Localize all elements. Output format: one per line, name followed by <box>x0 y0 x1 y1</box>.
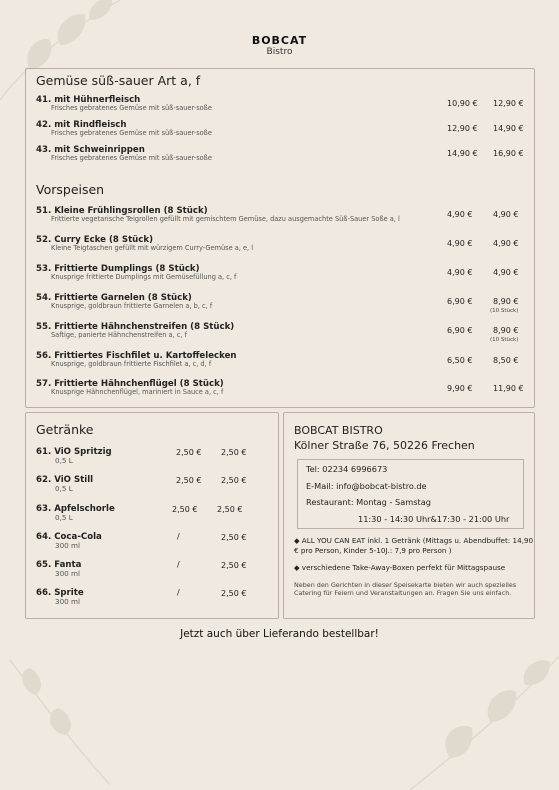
price-note: (10 Stück) <box>490 308 519 314</box>
item-description: Knusprige, goldbraun frittierte Fischfilet a, c, d, f <box>51 360 212 368</box>
drink-name: 66. Sprite <box>36 588 84 598</box>
price-small: / <box>177 588 180 597</box>
price-large: 2,50 € <box>217 505 243 514</box>
restaurant-info-title <box>294 423 475 453</box>
price-large: 11,90 € <box>493 384 524 393</box>
price-large: 2,50 € <box>221 476 247 485</box>
catering-info: Neben den Gerichten in dieser Speisekarte bieten wir auch spezielles Catering für Feiern und Veranstaltungen an. Fragen Sie uns einfach. <box>294 581 517 597</box>
price-large: 4,90 € <box>493 239 519 248</box>
item-description: Saftige, panierte Hähnchenstreifen a, c, f <box>51 331 187 339</box>
drink-name: 63. Apfelschorle <box>36 504 115 514</box>
section-title-vorspeisen: Vorspeisen <box>36 182 105 197</box>
item-name: 56. Frittiertes Fischfilet u. Kartoffelecken <box>36 351 237 361</box>
restaurant-name: BOBCAT BISTRO <box>294 424 383 437</box>
drinks-panel <box>25 412 279 619</box>
price-large: 2,50 € <box>221 561 247 570</box>
drink-size: 300 ml <box>55 541 81 550</box>
brand-logo: BOBCAT <box>251 34 308 47</box>
drink-name: 62. ViO Still <box>36 475 94 485</box>
price-small: 10,90 € <box>447 99 478 108</box>
price-small: 4,90 € <box>447 239 473 248</box>
price-large: 2,50 € <box>221 448 247 457</box>
price-small: 14,90 € <box>447 149 478 158</box>
item-name: 52. Curry Ecke (8 Stück) <box>36 235 154 245</box>
price-small: 4,90 € <box>447 210 473 219</box>
price-large: 14,90 € <box>493 124 524 133</box>
price-large: 8,90 € <box>493 297 519 306</box>
price-small: 9,90 € <box>447 384 473 393</box>
item-description: Knusprige Hähnchenflügel, mariniert in Sauce a, c, f <box>51 388 224 396</box>
price-small: 12,90 € <box>447 124 478 133</box>
drink-size: 300 ml <box>55 597 81 606</box>
item-description: Frisches gebratenes Gemüse mit süß-sauer-soße <box>51 129 212 137</box>
price-large: 8,50 € <box>493 356 519 365</box>
item-description: Frisches gebratenes Gemüse mit süß-sauer-soße <box>51 104 212 112</box>
drink-name: 61. ViO Spritzig <box>36 447 112 457</box>
takeaway-info: ◆ verschiedene Take-Away-Boxen perfekt für Mittagspause <box>294 563 506 572</box>
brand-subtitle: Bistro <box>266 47 293 57</box>
drink-name: 64. Coca-Cola <box>36 532 102 542</box>
item-description: Frisches gebratenes Gemüse mit süß-sauer-soße <box>51 154 212 162</box>
item-description: Kleine Teigtaschen gefüllt mit würzigem Curry-Gemüse a, e, l <box>51 244 254 252</box>
price-large: 12,90 € <box>493 99 524 108</box>
price-small: / <box>177 560 180 569</box>
item-description: Knusprige, goldbraun frittierte Garnelen a, b, c, f <box>51 302 213 310</box>
item-name: 51. Kleine Frühlingsrollen (8 Stück) <box>36 206 208 216</box>
opening-hours: 11:30 - 14:30 Uhr&17:30 - 21:00 Uhr <box>358 514 510 524</box>
price-large: 2,50 € <box>221 533 247 542</box>
price-small: 2,50 € <box>176 476 202 485</box>
price-small: 2,50 € <box>176 448 202 457</box>
price-small: 6,90 € <box>447 326 473 335</box>
opening-days: Restaurant: Montag - Samstag <box>306 497 431 507</box>
contact-box <box>297 459 524 529</box>
price-large: 8,90 € <box>493 326 519 335</box>
price-note: (10 Stück) <box>490 337 519 343</box>
price-small: 6,50 € <box>447 356 473 365</box>
item-name: 43. mit Schweinrippen <box>36 145 145 155</box>
price-large: 16,90 € <box>493 149 524 158</box>
item-name: 54. Frittierte Garnelen (8 Stück) <box>36 293 192 303</box>
lieferando-note: Jetzt auch über Lieferando bestellbar! <box>180 628 379 640</box>
drink-name: 65. Fanta <box>36 560 82 570</box>
info-panel <box>283 412 535 619</box>
drink-size: 0,5 L <box>55 456 73 465</box>
drink-size: 0,5 L <box>55 513 73 522</box>
item-description: Knusprige frittierte Dumplings mit Gemüsefüllung a, c, f <box>51 273 237 281</box>
price-small: 6,90 € <box>447 297 473 306</box>
leaf-decoration-bottom-right <box>400 640 559 790</box>
section-title-drinks: Getränke <box>36 422 94 437</box>
email: E-Mail: info@bobcat-bistro.de <box>306 481 427 491</box>
item-name: 55. Frittierte Hähnchenstreifen (8 Stück) <box>36 322 235 332</box>
restaurant-address: Kölner Straße 76, 50226 Frechen <box>294 439 475 452</box>
price-large: 4,90 € <box>493 210 519 219</box>
phone: Tel: 02234 6996673 <box>306 464 388 474</box>
section-title-suesssauer: Gemüse süß-sauer Art a, f <box>36 73 201 88</box>
page-header <box>0 34 559 57</box>
drink-size: 0,5 L <box>55 484 73 493</box>
leaf-decoration-bottom-left <box>0 650 120 790</box>
price-large: 4,90 € <box>493 268 519 277</box>
item-name: 41. mit Hühnerfleisch <box>36 95 141 105</box>
buffet-info: ◆ ALL YOU CAN EAT inkl. 1 Getränk (Mittags u. Abendbuffet: 14,90 € pro Person, Kinder 5-10J.: 7,9 pro Person ) <box>294 536 534 555</box>
drink-size: 300 ml <box>55 569 81 578</box>
price-small: 4,90 € <box>447 268 473 277</box>
item-name: 57. Frittierte Hähnchenflügel (8 Stück) <box>36 379 224 389</box>
price-small: 2,50 € <box>172 505 198 514</box>
main-menu-panel <box>25 68 535 408</box>
price-small: / <box>177 532 180 541</box>
price-large: 2,50 € <box>221 589 247 598</box>
item-name: 42. mit Rindfleisch <box>36 120 127 130</box>
item-description: Frittierte vegetarische Teigrollen gefüllt mit gemischtem Gemüse, dazu ausgemachte Süß-Sauer Soße a, l <box>51 215 400 223</box>
item-name: 53. Frittierte Dumplings (8 Stück) <box>36 264 200 274</box>
